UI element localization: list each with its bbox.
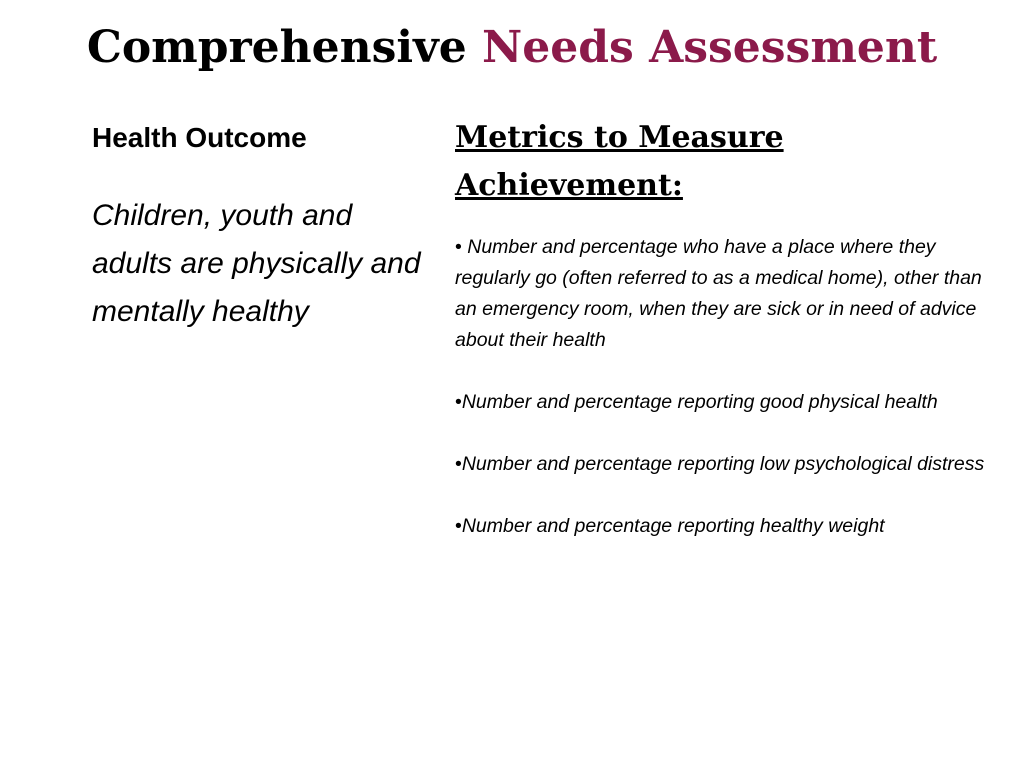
- metric-text: Number and percentage reporting good physical health: [461, 391, 938, 413]
- health-outcome-column: [92, 118, 422, 336]
- slide-title: [0, 18, 1024, 78]
- metric-item: [455, 387, 995, 418]
- bullet-icon: •: [455, 515, 462, 537]
- bullet-icon: •: [455, 453, 462, 475]
- metric-text: Number and percentage reporting healthy weight: [461, 515, 885, 537]
- health-outcome-heading: Health Outcome: [92, 122, 307, 153]
- metric-text: Number and percentage who have a place where they regularly go (often referred to as a medical home), other than an emergency room, when they are sick or in need of advice about their health: [455, 236, 982, 351]
- metric-item: [455, 511, 995, 542]
- title-main: Comprehensive: [86, 22, 483, 73]
- bullet-icon: •: [455, 236, 468, 258]
- metrics-column: [455, 114, 995, 573]
- health-outcome-statement: Children, youth and adults are physically and mentally healthy: [92, 199, 421, 328]
- metric-item: [455, 449, 995, 480]
- title-accent: Needs Assessment: [482, 22, 938, 73]
- bullet-icon: •: [455, 391, 462, 413]
- metric-item: [455, 232, 995, 356]
- metric-text: Number and percentage reporting low psychological distress: [461, 453, 985, 475]
- metrics-heading: Metrics to Measure Achievement:: [455, 120, 784, 203]
- metrics-list: [455, 232, 995, 542]
